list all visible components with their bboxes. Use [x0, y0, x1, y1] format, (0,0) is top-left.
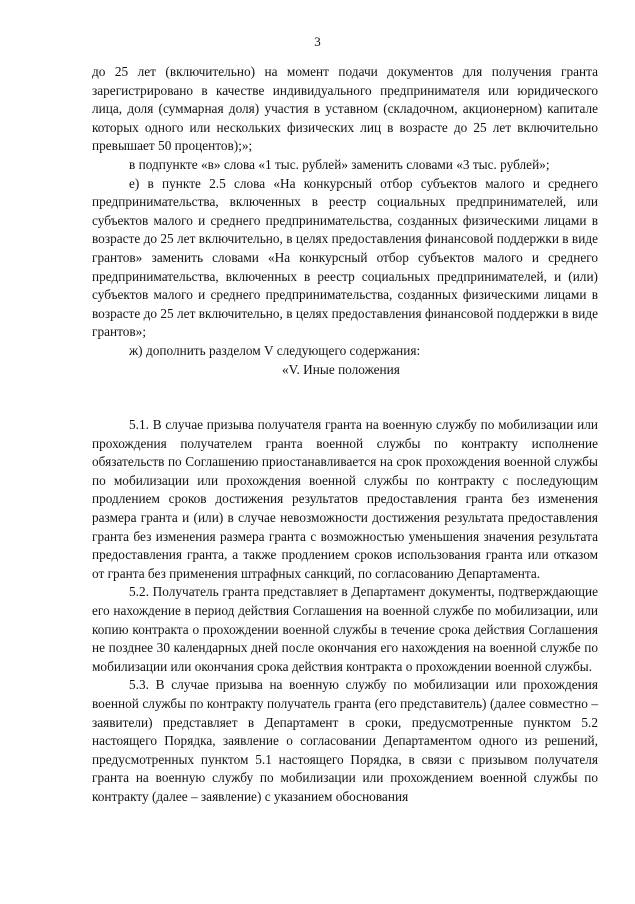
page-number: 3 [314, 34, 321, 49]
paragraph-5-2: 5.2. Получатель гранта представляет в Департамент документы, подтверждающие его нахождение в период действия Соглашения на военной службе по мобилизации, или копию контракта о прохождении военной службы в течение срока действия Соглашения не позднее 30 календарных дней после окончания его нахождения на военной службе по мобилизации или окончания срока действия контракта о прохождении военной службы. [92, 584, 598, 674]
paragraph-5-3: 5.3. В случае призыва на военную службу по мобилизации или прохождения военной службы по контракту получатель гранта (его представитель) (далее совместно – заявители) представляет в Департамент в сроки, предусмотренные пунктом 5.2 настоящего Порядка, заявление о согласовании Департаментом одного из решений, предусмотренных пунктом 5.1 настоящего Порядка, в связи с призывом получателя гранта на военную службу по мобилизации или прохождением военной службы по контракту (далее – заявление) с указанием обоснования [92, 677, 598, 804]
paragraph-subitem-v: в подпункте «в» слова «1 тыс. рублей» заменить словами «3 тыс. рублей»; [129, 156, 550, 172]
document-body [92, 63, 598, 807]
paragraph-5-1: 5.1. В случае призыва получателя гранта на военную службу по мобилизации или прохождения получателем гранта военной службы по контракту исполнение обязательств по Соглашению приостанавливается на срок прохождения военной службы по мобилизации или прохождения военной службы по контракту с последующим продлением сроков достижения результатов предоставления гранта без изменения размера гранта и (или) в случае невозможности достижения результата предоставления гранта без изменения размера гранта с возможностью уменьшения значения результата предоставления гранта, а также продлением сроков использования гранта или отказом от гранта без применения штрафных санкций, по согласованию Департамента. [92, 417, 598, 581]
paragraph-continuation: до 25 лет (включительно) на момент подачи документов для получения гранта зарегистрировано в качестве индивидуального предпринимателя или юридического лица, доля (суммарная доля) участия в уставном (складочном, акционерном) капитале которых одного или нескольких физических лиц в возрасте до 25 лет включительно превышает 50 процентов);»; [92, 64, 598, 154]
section-heading: «V. Иные положения [282, 361, 400, 377]
paragraph-item-e: е) в пункте 2.5 слова «На конкурсный отбор субъектов малого и среднего предпринимательства, включенных в реестр социальных предпринимателей, или субъектов малого и среднего предпринимательства, созданных физическими лицами в возрасте до 25 лет включительно, в целях предоставления финансовой поддержки в виде грантов» заменить словами «На конкурсный отбор субъектов малого и среднего предпринимательства, включенных в реестр социальных предпринимателей, и (или) субъектов малого и среднего предпринимательства, созданных физическими лицами в возрасте до 25 лет включительно, в целях предоставления финансовой поддержки в виде грантов»; [92, 175, 598, 340]
paragraph-item-zh: ж) дополнить разделом V следующего содержания: [129, 342, 421, 358]
section-spacer [92, 379, 598, 416]
